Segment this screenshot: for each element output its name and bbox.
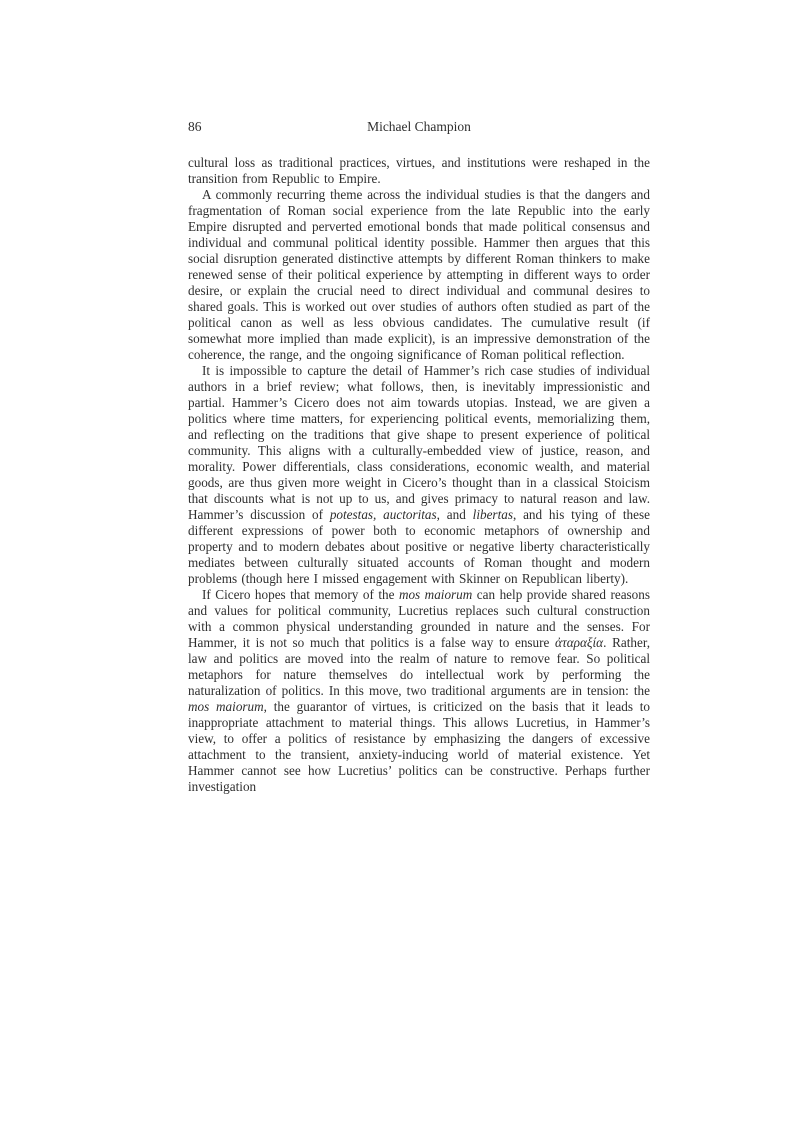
paragraph <box>188 187 650 363</box>
italic-text-segment: libertas <box>472 507 513 522</box>
running-head-author: Michael Champion <box>367 119 471 134</box>
article-body <box>188 155 650 795</box>
text-segment: If Cicero hopes that memory of the <box>202 587 399 602</box>
text-segment: It is impossible to capture the detail of Hammer’s rich case studies of individual authors in a brief review; what follows, then, is inevitably impressionistic and partial. Hammer’s Cicero does not aim towards utopias. Instead, we are given a politics where time matters, for experiencing political events, memorializing them, and reflecting on the traditions that give shape to present experience of political community. This aligns with a culturally-embedded view of justice, reason, and morality. Power differentials, class considerations, economic wealth, and material goods, are thus given more weight in Cicero’s thought than in a classical Stoicism that discounts what is not up to us, and gives primacy to natural reason and law. Hammer’s discussion of <box>188 363 650 522</box>
italic-text-segment: mos maiorum <box>188 699 264 714</box>
paragraph <box>188 587 650 795</box>
italic-text-segment: ἀταραξία <box>555 635 604 650</box>
paragraph <box>188 155 650 187</box>
text-segment: , the guarantor of virtues, is criticized on the basis that it leads to inappropriate attachment to material things. This allows Lucretius, in Hammer’s view, to offer a politics of resistance by emphasizing the dangers of excessive attachment to the transient, anxiety-inducing world of material existence. Yet Hammer cannot see how Lucretius’ politics can be constructive. Perhaps further investigation <box>188 699 651 794</box>
text-segment: , and <box>436 507 473 522</box>
paragraph <box>188 363 650 587</box>
text-segment: , and his tying of these different expressions of power both to economic metaphors of ownership and property and to modern debates about positive or negative liberty characteristically mediates between culturally situated accounts of Roman thought and modern problems (though here I missed engagement with Skinner on Republican liberty). <box>188 507 650 586</box>
text-segment: cultural loss as traditional practices, virtues, and institutions were reshaped in the transition from Republic to Empire. <box>188 155 650 186</box>
running-header <box>188 118 650 136</box>
italic-text-segment: mos maiorum <box>398 587 473 602</box>
text-segment: . Rather, law and politics are moved into the realm of nature to remove fear. So political metaphors for nature themselves do intellectual work by performing the naturalization of politics. In this move, two traditional arguments are in tension: the <box>188 635 650 698</box>
text-segment: A commonly recurring theme across the individual studies is that the dangers and fragmentation of Roman social experience from the late Republic into the early Empire disrupted and perverted emotional bonds that made political consensus and individual and communal political identity possible. Hammer then argues that this social disruption generated distinctive attempts by different Roman thinkers to make renewed sense of their political experience by attempting in different ways to order desire, or explain the crucial need to direct individual and communal desires to shared goals. This is worked out over studies of authors often studied as part of the political canon as well as less obvious candidates. The cumulative result (if somewhat more implied than made explicit), is an impressive demonstration of the coherence, the range, and the ongoing significance of Roman political reflection. <box>188 187 650 362</box>
text-segment: can help provide shared reasons and values for political community, Lucretius replaces such cultural construction with a common physical understanding grounded in nature and the senses. For Hammer, it is not so much that politics is a false way to ensure <box>188 587 651 650</box>
italic-text-segment: potestas, auctoritas <box>329 507 437 522</box>
page-number: 86 <box>188 119 202 134</box>
